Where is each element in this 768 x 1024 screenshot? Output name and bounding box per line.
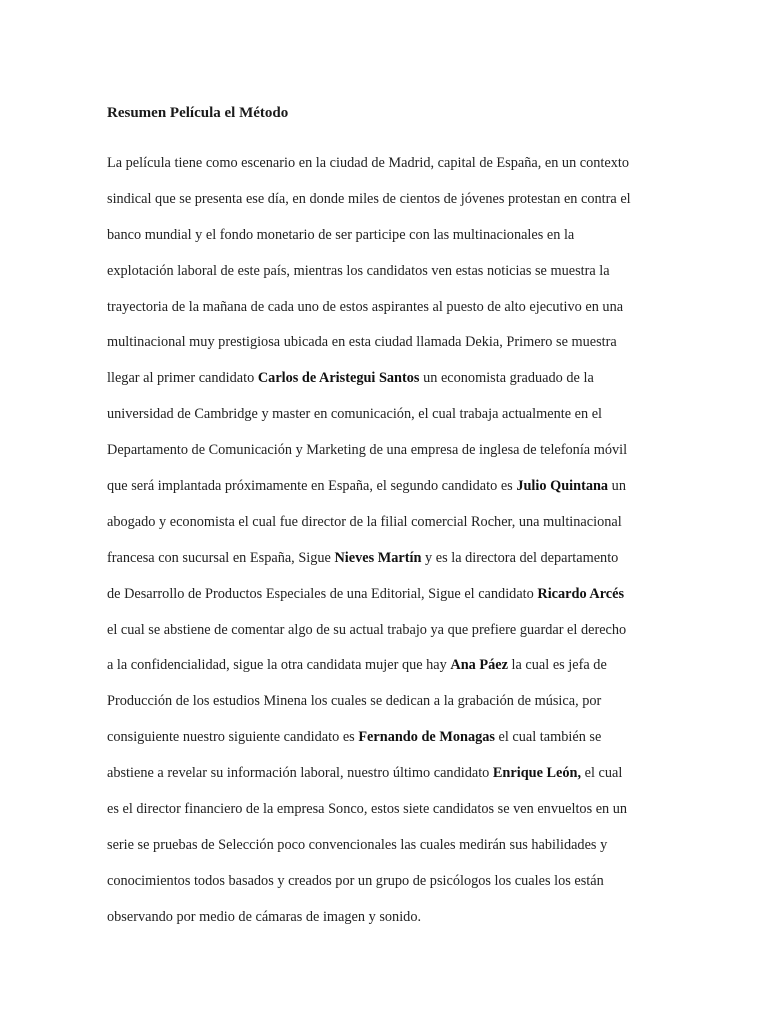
text-segment: La película tiene como escenario en la ciudad de Madrid, capital de España, en un contexto (107, 155, 630, 171)
paragraph-line (107, 541, 667, 577)
text-segment: Departamento de Comunicación y Marketing de una empresa de inglesa de telefonía móvil (107, 442, 628, 459)
text-segment: abogado y economista el cual fue director de la filial comercial Rocher, una multinacional (107, 513, 622, 530)
paragraph-line (107, 648, 667, 684)
candidate-name: Fernando de Monagas (358, 729, 495, 746)
paragraph-line (107, 684, 667, 720)
text-segment: abstiene a revelar su información laboral, nuestro último candidato (107, 765, 493, 782)
text-segment: un economista graduado de la (419, 370, 594, 387)
paragraph-line (107, 828, 667, 864)
paragraph-line (107, 577, 667, 613)
text-segment: conocimientos todos basados y creados por un grupo de psicólogos los cuales los están (107, 872, 604, 889)
text-segment: que será implantada próximamente en España, el segundo candidato es (107, 478, 517, 495)
candidate-name: Julio Quintana (516, 478, 609, 495)
paragraph-line (107, 218, 667, 254)
text-segment: multinacional muy prestigiosa ubicada en esta ciudad llamada Dekia, Primero se muestra (107, 334, 617, 351)
paragraph-line (107, 361, 667, 397)
paragraph-line (107, 864, 667, 900)
paragraph-line (107, 182, 667, 218)
paragraph-line (107, 505, 667, 541)
paragraph-line (107, 792, 667, 828)
text-segment: Producción de los estudios Minena los cuales se dedican a la grabación de música, por (107, 693, 602, 710)
paragraph-line (107, 900, 667, 936)
paragraph-line (107, 146, 667, 182)
text-segment: consiguiente nuestro siguiente candidato es (107, 729, 359, 746)
text-segment: sindical que se presenta ese día, en donde miles de cientos de jóvenes protestan en contra el (107, 190, 631, 207)
paragraph-line (107, 254, 667, 290)
paragraph-line (107, 720, 667, 756)
text-segment: la cual es jefa de (507, 657, 607, 674)
text-segment: serie se pruebas de Selección poco convencionales las cuales medirán sus habilidades y (107, 836, 608, 853)
text-segment: es el director financiero de la empresa Sonco, estos siete candidatos se ven envueltos en un (107, 801, 628, 818)
paragraph-line (107, 469, 667, 505)
text-segment: un (608, 478, 626, 495)
text-segment: de Desarrollo de Productos Especiales de una Editorial, Sigue el candidato (107, 585, 538, 602)
document-body (107, 146, 667, 936)
paragraph-line (107, 397, 667, 433)
text-segment: y es la directora del departamento (421, 549, 619, 566)
paragraph-line (107, 325, 667, 361)
text-segment: francesa con sucursal en España, Sigue (107, 549, 335, 566)
text-segment: explotación laboral de este país, mientras los candidatos ven estas noticias se muestra la (107, 262, 610, 279)
document-title: Resumen Película el Método (107, 105, 289, 121)
paragraph-line (107, 290, 667, 326)
text-segment: el cual se abstiene de comentar algo de su actual trabajo ya que prefiere guardar el derecho (107, 621, 627, 638)
text-segment: observando por medio de cámaras de imagen y sonido. (107, 908, 422, 925)
candidate-name: Enrique León, (492, 765, 582, 782)
candidate-name: Nieves Martín (334, 549, 422, 566)
paragraph-line (107, 756, 667, 792)
paragraph-line (107, 613, 667, 649)
candidate-name: Ana Páez (450, 657, 508, 674)
text-segment: trayectoria de la mañana de cada uno de estos aspirantes al puesto de alto ejecutivo en una (107, 298, 624, 315)
text-segment: el cual (581, 765, 623, 782)
text-segment: banco mundial y el fondo monetario de ser participe con las multinacionales en la (107, 226, 575, 243)
text-segment: universidad de Cambridge y master en comunicación, el cual trabaja actualmente en el (107, 406, 603, 423)
candidate-name: Carlos de Aristegui Santos (257, 370, 420, 387)
text-segment: el cual también se (494, 729, 602, 746)
candidate-name: Ricardo Arcés (537, 585, 625, 602)
paragraph-line (107, 433, 667, 469)
text-segment: llegar al primer candidato (107, 370, 258, 387)
text-segment: a la confidencialidad, sigue la otra candidata mujer que hay (107, 657, 451, 674)
